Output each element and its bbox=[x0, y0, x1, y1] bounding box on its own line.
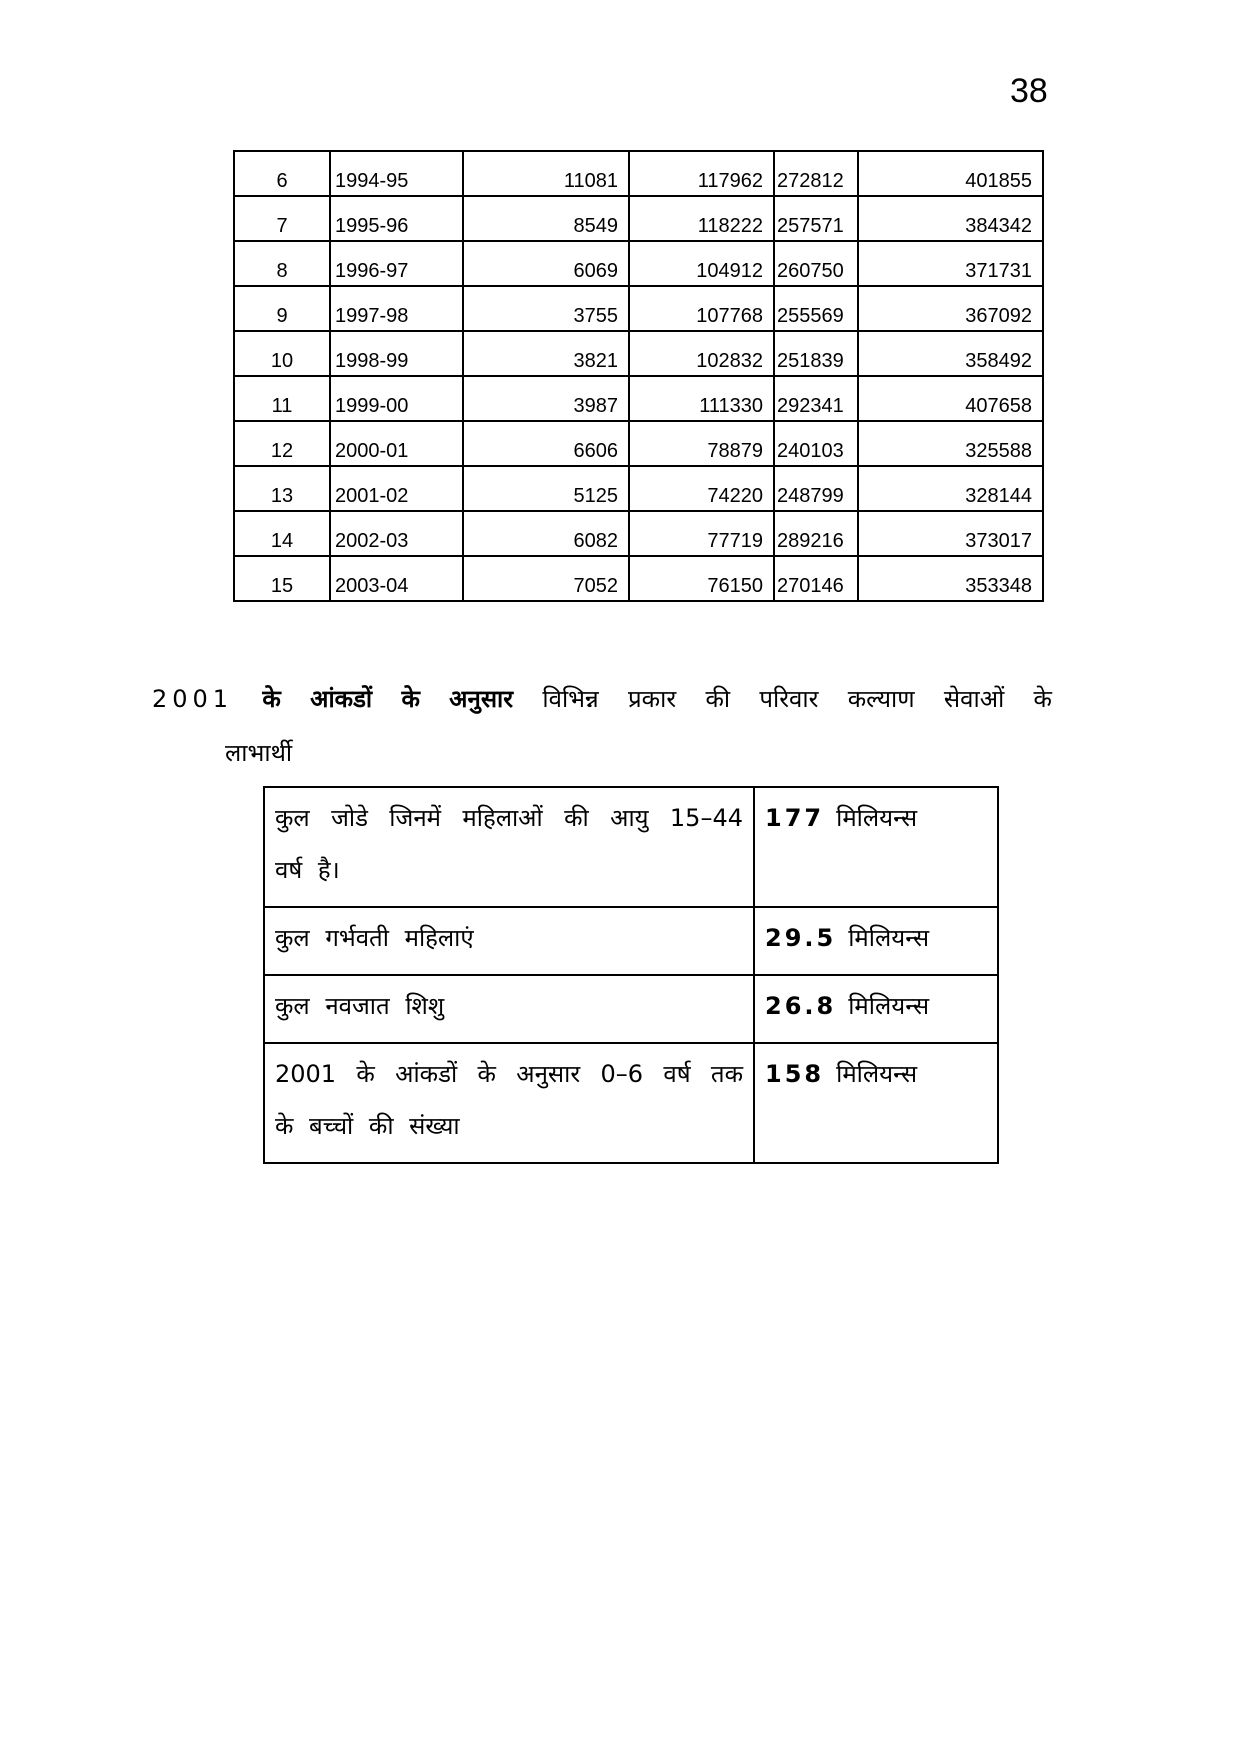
table-row bbox=[234, 151, 1043, 196]
row-number: 12 bbox=[234, 421, 330, 466]
total-cell: 353348 bbox=[858, 556, 1043, 601]
intro-word: परिवार bbox=[759, 685, 819, 713]
row-number: 9 bbox=[234, 286, 330, 331]
beneficiary-value-cell bbox=[754, 907, 998, 975]
row-number: 13 bbox=[234, 466, 330, 511]
year-cell: 2003-04 bbox=[330, 556, 463, 601]
statistics-table bbox=[233, 150, 1044, 602]
value-cell: 117962 bbox=[629, 151, 774, 196]
table-row bbox=[234, 511, 1043, 556]
value-cell: 7052 bbox=[463, 556, 629, 601]
intro-word: की bbox=[705, 685, 731, 713]
page-number: 38 bbox=[1010, 72, 1048, 110]
total-cell: 358492 bbox=[858, 331, 1043, 376]
row-number: 6 bbox=[234, 151, 330, 196]
value-cell: 102832 bbox=[629, 331, 774, 376]
table-row bbox=[234, 286, 1043, 331]
intro-year: 2001 bbox=[152, 685, 234, 713]
table-row bbox=[234, 331, 1043, 376]
value-cell: 78879 bbox=[629, 421, 774, 466]
row-number: 7 bbox=[234, 196, 330, 241]
value-cell: 111330 bbox=[629, 376, 774, 421]
intro-word: के bbox=[1033, 685, 1052, 713]
value-cell: 3755 bbox=[463, 286, 629, 331]
year-cell: 2001-02 bbox=[330, 466, 463, 511]
year-cell: 1998-99 bbox=[330, 331, 463, 376]
value-cell: 8549 bbox=[463, 196, 629, 241]
value-cell: 255569 bbox=[774, 286, 858, 331]
beneficiary-unit: मिलियन्स bbox=[836, 804, 918, 832]
table-row bbox=[234, 466, 1043, 511]
value-cell: 6606 bbox=[463, 421, 629, 466]
value-cell: 248799 bbox=[774, 466, 858, 511]
beneficiary-value-cell bbox=[754, 975, 998, 1043]
table-row bbox=[264, 787, 998, 907]
year-cell: 1994-95 bbox=[330, 151, 463, 196]
beneficiary-unit: मिलियन्स bbox=[848, 924, 930, 952]
value-cell: 289216 bbox=[774, 511, 858, 556]
year-cell: 1999-00 bbox=[330, 376, 463, 421]
row-number: 8 bbox=[234, 241, 330, 286]
beneficiary-description: कुल नवजात शिशु bbox=[264, 975, 754, 1043]
total-cell: 407658 bbox=[858, 376, 1043, 421]
intro-line-1 bbox=[152, 672, 1052, 726]
table-row bbox=[264, 1043, 998, 1163]
table-row bbox=[234, 196, 1043, 241]
total-cell: 401855 bbox=[858, 151, 1043, 196]
value-cell: 260750 bbox=[774, 241, 858, 286]
year-cell: 1996-97 bbox=[330, 241, 463, 286]
value-cell: 77719 bbox=[629, 511, 774, 556]
year-cell: 2000-01 bbox=[330, 421, 463, 466]
total-cell: 384342 bbox=[858, 196, 1043, 241]
beneficiary-description: 2001 के आंकडों के अनुसार 0–6 वर्ष तक के बच्चों की संख्या bbox=[264, 1043, 754, 1163]
table-row bbox=[234, 241, 1043, 286]
table-row bbox=[234, 421, 1043, 466]
beneficiary-unit: मिलियन्स bbox=[848, 992, 930, 1020]
row-number: 14 bbox=[234, 511, 330, 556]
year-cell: 2002-03 bbox=[330, 511, 463, 556]
intro-word: सेवाओं bbox=[943, 685, 1005, 713]
intro-word: प्रकार bbox=[628, 685, 677, 713]
beneficiary-value: 26.8 bbox=[765, 992, 837, 1020]
row-number: 11 bbox=[234, 376, 330, 421]
intro-bold-word: के bbox=[262, 685, 281, 713]
value-cell: 292341 bbox=[774, 376, 858, 421]
value-cell: 118222 bbox=[629, 196, 774, 241]
beneficiary-description: कुल जोडे जिनमें महिलाओं की आयु 15–44 वर्ष है। bbox=[264, 787, 754, 907]
row-number: 15 bbox=[234, 556, 330, 601]
intro-line-2: लाभार्थी bbox=[225, 739, 293, 767]
row-number: 10 bbox=[234, 331, 330, 376]
value-cell: 107768 bbox=[629, 286, 774, 331]
total-cell: 325588 bbox=[858, 421, 1043, 466]
value-cell: 240103 bbox=[774, 421, 858, 466]
table-row bbox=[264, 907, 998, 975]
total-cell: 328144 bbox=[858, 466, 1043, 511]
beneficiary-value-cell bbox=[754, 1043, 998, 1163]
table-row bbox=[264, 975, 998, 1043]
table-row bbox=[234, 556, 1043, 601]
value-cell: 3821 bbox=[463, 331, 629, 376]
table-row bbox=[234, 376, 1043, 421]
intro-paragraph bbox=[152, 672, 1052, 780]
value-cell: 11081 bbox=[463, 151, 629, 196]
value-cell: 270146 bbox=[774, 556, 858, 601]
intro-bold-word: के bbox=[401, 685, 420, 713]
total-cell: 371731 bbox=[858, 241, 1043, 286]
value-cell: 76150 bbox=[629, 556, 774, 601]
beneficiaries-table bbox=[263, 786, 999, 1164]
beneficiary-value-cell bbox=[754, 787, 998, 907]
beneficiary-value: 177 bbox=[765, 804, 825, 832]
intro-bold-word: अनुसार bbox=[449, 685, 514, 713]
intro-word: विभिन्न bbox=[542, 685, 599, 713]
intro-bold-word: आंकडों bbox=[310, 685, 373, 713]
value-cell: 74220 bbox=[629, 466, 774, 511]
year-cell: 1995-96 bbox=[330, 196, 463, 241]
total-cell: 373017 bbox=[858, 511, 1043, 556]
total-cell: 367092 bbox=[858, 286, 1043, 331]
beneficiary-value: 29.5 bbox=[765, 924, 837, 952]
intro-word: कल्याण bbox=[847, 685, 915, 713]
beneficiary-description: कुल गर्भवती महिलाएं bbox=[264, 907, 754, 975]
value-cell: 272812 bbox=[774, 151, 858, 196]
value-cell: 6082 bbox=[463, 511, 629, 556]
year-cell: 1997-98 bbox=[330, 286, 463, 331]
value-cell: 5125 bbox=[463, 466, 629, 511]
value-cell: 6069 bbox=[463, 241, 629, 286]
beneficiary-unit: मिलियन्स bbox=[836, 1060, 918, 1088]
beneficiary-value: 158 bbox=[765, 1060, 825, 1088]
value-cell: 104912 bbox=[629, 241, 774, 286]
value-cell: 257571 bbox=[774, 196, 858, 241]
value-cell: 3987 bbox=[463, 376, 629, 421]
value-cell: 251839 bbox=[774, 331, 858, 376]
